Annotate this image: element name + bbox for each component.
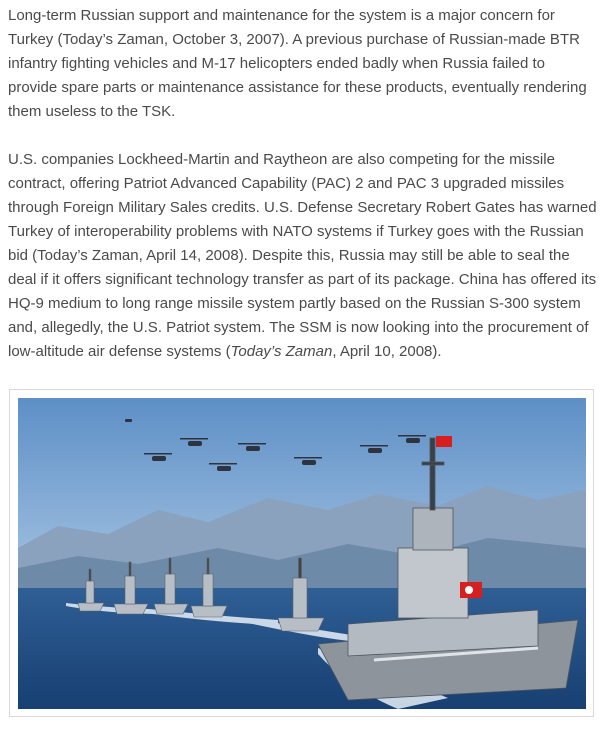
paragraph-2-text: U.S. companies Lockheed-Martin and Raytheon are also competing for the missile contract, offering Patriot Advanced Capability (PAC) 2 and PAC 3 upgraded missiles through Foreign Military Sales credits. U.S. Defense Secretary Robert Gates has warned Turkey of interoperability problems with NATO systems if Turkey goes with the Russian bid (Today’s Zaman, April 14, 2008). Despite this, Russia may still be able to seal the deal if it offers significant technology transfer as part of its package. China has offered its HQ-9 medium to long range missile system partly based on the Russian S-300 system and, allegedly, the U.S. Patriot system. The SSM is now looking into the procurement of low-altitude air defense systems ( <box>8 151 597 360</box>
naval-fleet-image <box>18 398 586 709</box>
article-body <box>8 4 598 388</box>
paragraph-2-end: , April 10, 2008). <box>332 343 442 360</box>
source-citation: Today’s Zaman <box>230 343 333 360</box>
warship-photo <box>9 389 594 717</box>
paragraph-2 <box>8 148 598 364</box>
paragraph-1: Long-term Russian support and maintenance for the system is a major concern for Turkey (Today’s Zaman, October 3, 2007). A previous purchase of Russian-made BTR infantry fighting vehicles and M-17 helicopters ended badly when Russia failed to provide spare parts or maintenance assistance for these products, eventually rendering them useless to the TSK. <box>8 7 587 120</box>
